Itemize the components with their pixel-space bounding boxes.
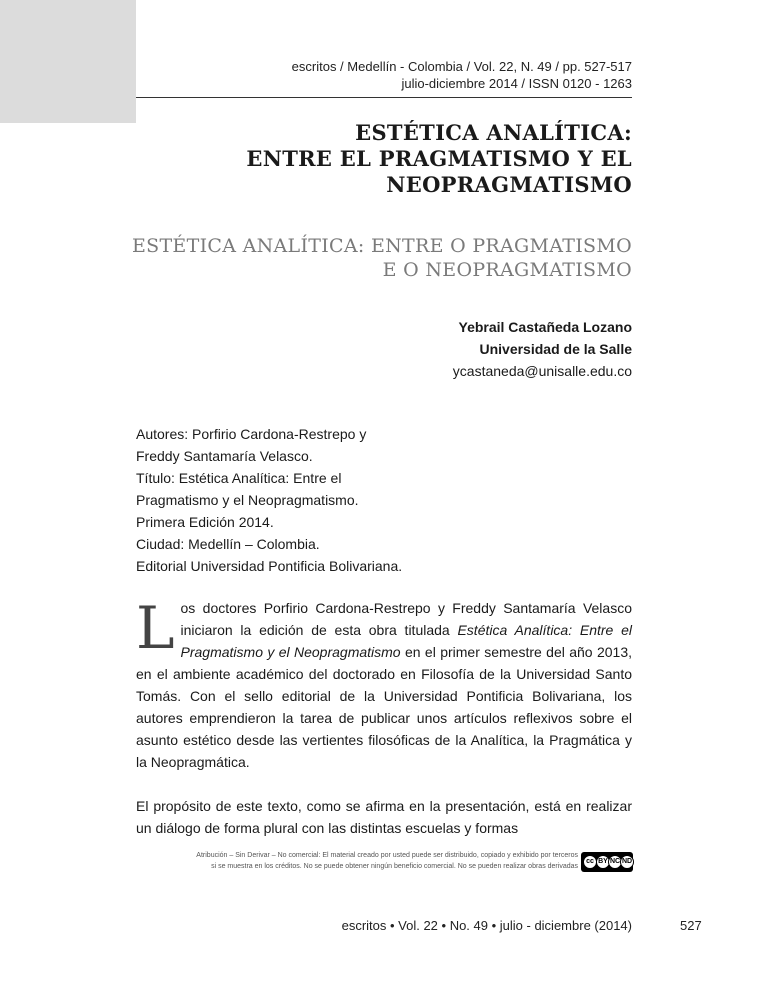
license-line-2: si se muestra en los créditos. No se puede obtener ningún beneficio comercial. No se pueden realizar obras derivadas [211,863,578,870]
header-divider [136,97,632,98]
header-line-1: escritos / Medellín - Colombia / Vol. 22, N. 49 / pp. 527-517 [291,59,632,74]
paragraph-1 [136,594,633,773]
title-line-3: NEOPRAGMATISMO [386,172,632,197]
author-name: Yebrail Castañeda Lozano [458,319,632,335]
drop-cap: L [136,594,175,662]
book-info-line: Freddy Santamaría Velasco. [136,448,313,464]
corner-gray-block [0,0,136,123]
header-line-2: julio-diciembre 2014 / ISSN 0120 - 1263 [401,76,632,91]
paragraph-2: El propósito de este texto, como se afirma en la presentación, está en realizar un diálogo de forma plural con las distintas escuelas y formas [136,798,632,836]
cc-license-badge [581,852,633,872]
paragraph-1-text-b: en el primer semestre del año 2013, en el ambiente académico del doctorado en Filosofía de la Universidad Santo Tomás. Con el sello editorial de la Universidad Pontificia Bolivariana, los autores emprendieron la tarea de publicar unos artículos reflexivos sobre el asunto estético desde las vertientes filosóficas de la Analítica, la Pragmática y la Neopragmática. [136,644,633,770]
subtitle-line-2: E O NEOPRAGMATISMO [382,259,632,281]
book-info-line: Pragmatismo y el Neopragmatismo. [136,492,359,508]
book-info-line: Editorial Universidad Pontificia Bolivariana. [136,558,403,574]
body-text [136,594,633,861]
article-subtitle [132,234,632,282]
book-title-italic: Estética Analítica: Entre el Pragmatismo y el Neopragmatismo [180,622,632,660]
title-line-1: ESTÉTICA ANALÍTICA: [355,120,632,145]
author-block [453,316,632,382]
license-line-1: Atribución – Sin Derivar – No comercial: El material creado por usted puede ser distribuido, copiado y exhibido por terceros [196,852,578,859]
book-info-line: Título: Estética Analítica: Entre el [136,470,342,486]
paragraph-1-text-a: os doctores Porfirio Cardona-Restrepo y Freddy Santamaría Velasco iniciaron la edición de esta obra titulada [180,600,632,638]
author-email[interactable]: ycastaneda@unisalle.edu.co [452,363,632,379]
nc-icon: NC [608,855,622,869]
author-affiliation: Universidad de la Salle [479,341,632,357]
cc-icon: cc [583,855,597,869]
nd-icon: ND [620,855,634,869]
book-info-line: Ciudad: Medellín – Colombia. [136,536,320,552]
subtitle-line-1: ESTÉTICA ANALÍTICA: ENTRE O PRAGMATISMO [131,235,632,257]
by-icon: BY [596,855,610,869]
page-number: 527 [680,918,702,933]
book-info-line: Primera Edición 2014. [136,514,274,530]
license-notice [196,850,578,872]
running-footer: escritos • Vol. 22 • No. 49 • julio - diciembre (2014) [341,918,632,933]
book-info [136,423,402,577]
running-header [292,58,632,92]
title-line-2: ENTRE EL PRAGMATISMO Y EL [246,146,632,171]
article-title [246,120,632,198]
book-info-line: Autores: Porfirio Cardona-Restrepo y [136,426,367,442]
